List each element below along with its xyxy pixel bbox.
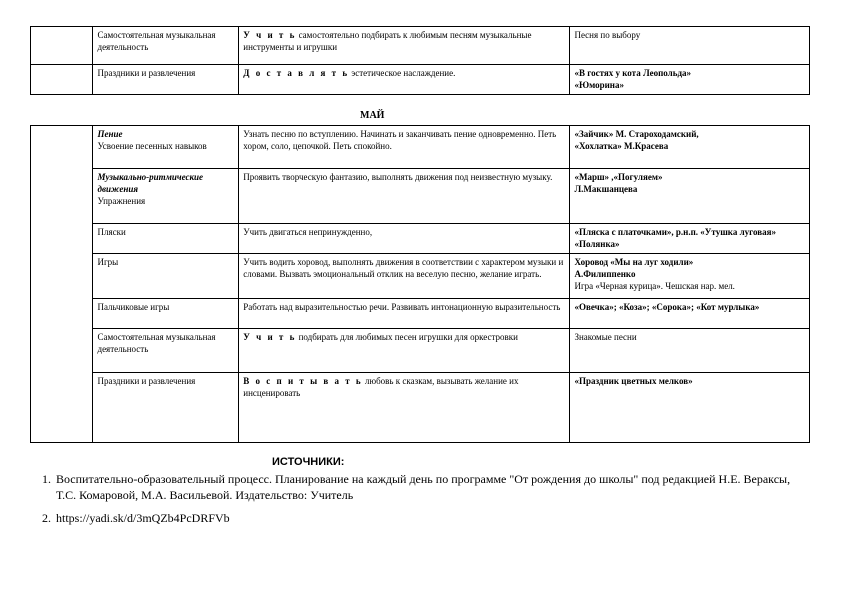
repertoire-line: «Марш» ,«Погуляем»: [574, 172, 663, 182]
repertoire-cell: «Пляска с платочками», р.н.п. «Утушка луговая» «Полянка»: [570, 224, 810, 254]
table-row: [31, 254, 810, 299]
empty-cell: [31, 65, 93, 95]
category-cell: Самостоятельная музыкальная деятельность: [93, 27, 239, 65]
task-cell: Работать над выразительностью речи. Развивать интонационную выразительность: [239, 299, 570, 329]
empty-cell: [31, 126, 93, 443]
month-title: МАЙ: [360, 110, 385, 121]
repertoire-cell: [570, 65, 810, 95]
repertoire-line: Игра «Черная курица». Чешская нар. мел.: [574, 281, 735, 291]
table-row: [31, 299, 810, 329]
repertoire-line: «Хохлатка» М.Красева: [574, 141, 669, 151]
empty-cell: [31, 27, 93, 65]
task-lead: У ч и т ь: [243, 332, 297, 342]
table-row: [31, 224, 810, 254]
category-cell: [93, 126, 239, 169]
table-row: [31, 329, 810, 373]
category-cell: Праздники и развлечения: [93, 65, 239, 95]
task-lead: Д о с т а в л я т ь: [243, 68, 350, 78]
task-rest: самостоятельно подбирать к любимым песням музыкальные инструменты и игрушки: [243, 30, 532, 52]
category-cell: Игры: [93, 254, 239, 299]
table-row: [31, 65, 810, 95]
may-plan-table: [30, 125, 810, 443]
table-row: [31, 27, 810, 65]
category-sub: Упражнения: [97, 196, 146, 206]
table-row: [31, 126, 810, 169]
source-number: 1.: [42, 472, 51, 486]
task-lead: В о с п и т ы в а т ь: [243, 376, 363, 386]
task-rest: любовь к сказкам, вызывать желание их инсценировать: [243, 376, 519, 398]
task-rest: эстетическое наслаждение.: [349, 68, 456, 78]
category-cell: Пляски: [93, 224, 239, 254]
table-row: [31, 373, 810, 443]
task-cell: Проявить творческую фантазию, выполнять движения под неизвестную музыку.: [239, 169, 570, 224]
task-cell: Учить двигаться непринужденно,: [239, 224, 570, 254]
category-cell: Самостоятельная музыкальная деятельность: [93, 329, 239, 373]
repertoire-cell: «Праздник цветных мелков»: [570, 373, 810, 443]
category-sub: Усвоение песенных навыков: [97, 141, 207, 151]
repertoire-cell: [570, 169, 810, 224]
source-item: [42, 471, 796, 503]
task-cell: [239, 329, 570, 373]
task-cell: Узнать песню по вступлению. Начинать и заканчивать пение одновременно. Петь хором, соло, цепочкой. Петь спокойно.: [239, 126, 570, 169]
repertoire-cell: [570, 126, 810, 169]
category-cell: Праздники и развлечения: [93, 373, 239, 443]
table-row: [31, 169, 810, 224]
top-plan-table: [30, 26, 810, 95]
repertoire-line: «Юморина»: [574, 80, 624, 90]
repertoire-cell: [570, 254, 810, 299]
repertoire-line: «В гостях у кота Леопольда»: [574, 68, 692, 78]
task-rest: подбирать для любимых песен игрушки для оркестровки: [296, 332, 518, 342]
repertoire-line: «Зайчик» М. Староходамский,: [574, 129, 699, 139]
source-number: 2.: [42, 511, 51, 525]
task-cell: [239, 65, 570, 95]
category-title: Музыкально-ритмические движения: [97, 172, 204, 194]
repertoire-cell: Знакомые песни: [570, 329, 810, 373]
repertoire-cell: [570, 27, 810, 65]
category-cell: [93, 169, 239, 224]
repertoire-line: Л.Макшанцева: [574, 184, 638, 194]
source-text: Воспитательно-образовательный процесс. Планирование на каждый день по программе "От рождения до школы" под редакцией Н.Е. Вераксы, Т.С. Комаровой, М.А. Васильевой. Издательство: Учитель: [56, 472, 791, 502]
repertoire-line: Песня по выбору: [574, 30, 641, 40]
repertoire-line: Хоровод «Мы на луг ходили»: [574, 257, 694, 267]
repertoire-cell: «Овечка»; «Коза»; «Сорока»; «Кот мурлыка»: [570, 299, 810, 329]
task-cell: Учить водить хоровод, выполнять движения в соответствии с характером музыки и словами. Вызвать эмоциональный отклик на веселую песню, желание играть.: [239, 254, 570, 299]
task-cell: [239, 373, 570, 443]
task-lead: У ч и т ь: [243, 30, 297, 40]
task-cell: [239, 27, 570, 65]
sources-heading: ИСТОЧНИКИ:: [272, 456, 345, 468]
source-link[interactable]: https://yadi.sk/d/3mQZb4PcDRFVb: [56, 511, 230, 525]
repertoire-line: А.Филиппенко: [574, 269, 636, 279]
source-item: [42, 510, 230, 526]
category-title: Пение: [97, 129, 123, 139]
category-cell: Пальчиковые игры: [93, 299, 239, 329]
